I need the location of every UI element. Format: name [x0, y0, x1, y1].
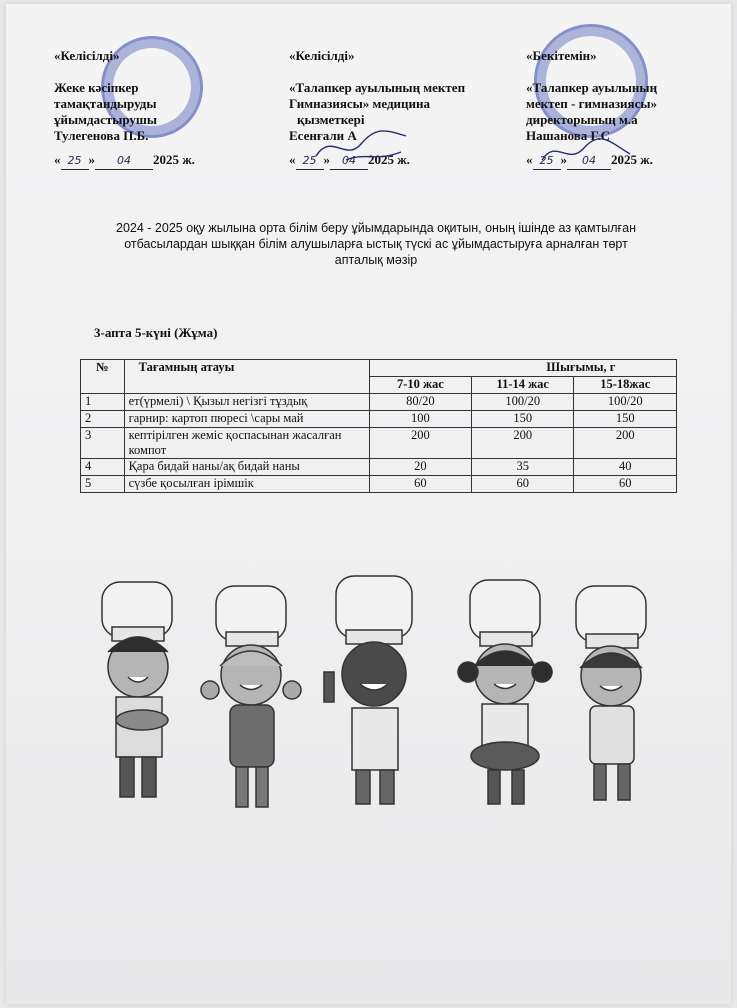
- approval-block-1: [54, 48, 224, 170]
- table-row: [81, 411, 677, 428]
- approval-line: Нашанова Г.С: [526, 128, 610, 143]
- yield-value: 60: [472, 476, 574, 493]
- table-row: [81, 459, 677, 476]
- approval-line: «Талапкер ауылының: [526, 80, 658, 95]
- row-number: 2: [81, 411, 125, 428]
- approval-header: «Келісілді»: [54, 48, 120, 63]
- heading-line: 2024 - 2025 оқу жылына орта білім беру ұйымдарында оқитын, оның ішінде аз қамтылған: [116, 221, 636, 235]
- yield-value: 150: [472, 411, 574, 428]
- approval-date: « 25 » 04 2025 ж.: [526, 152, 726, 170]
- table-row: [81, 476, 677, 493]
- document-page: [6, 4, 731, 1004]
- yield-value: 100: [369, 411, 471, 428]
- signature-3: [536, 132, 636, 172]
- heading-line: апталық мәзір: [334, 253, 418, 267]
- dish-name: кептірілген жеміс қоспасынан жасалған компот: [124, 428, 369, 459]
- approval-line: Гимназиясы» медицина: [289, 96, 431, 111]
- col-number-header: №: [81, 360, 125, 394]
- yield-value: 35: [472, 459, 574, 476]
- yield-value: 80/20: [369, 394, 471, 411]
- approval-line: «Талапкер ауылының мектеп: [289, 80, 466, 95]
- dish-name: ет(үрмелі) \ Қызыл негізгі тұздық: [124, 394, 369, 411]
- approval-line: Тулегенова П.Б.: [54, 128, 149, 143]
- dish-name: Қара бидай наны/ақ бидай наны: [124, 459, 369, 476]
- yield-value: 200: [369, 428, 471, 459]
- yield-value: 40: [574, 459, 677, 476]
- yield-value: 200: [574, 428, 677, 459]
- chef-child-5: [576, 586, 646, 800]
- yield-value: 150: [574, 411, 677, 428]
- document-heading: [76, 220, 676, 268]
- approval-line: мектеп - гимназиясы»: [526, 96, 657, 111]
- yield-value: 60: [369, 476, 471, 493]
- table-row: [81, 394, 677, 411]
- chef-child-1: [102, 582, 172, 797]
- approval-date: « 25 » 04 2025 ж.: [289, 152, 504, 170]
- dish-name: сүзбе қосылған ірімшік: [124, 476, 369, 493]
- col-yield-header: Шығымы, г: [369, 360, 676, 377]
- approval-header: «Келісілді»: [289, 48, 355, 63]
- age-group-header: 11-14 жас: [472, 377, 574, 394]
- approval-header: «Бекітемін»: [526, 48, 597, 63]
- approval-line: директорының м.а: [526, 112, 638, 127]
- approval-line: ұйымдастырушы: [54, 112, 158, 127]
- row-number: 3: [81, 428, 125, 459]
- row-number: 5: [81, 476, 125, 493]
- row-number: 1: [81, 394, 125, 411]
- yield-value: 60: [574, 476, 677, 493]
- approval-line: Есенғали А: [289, 128, 357, 143]
- heading-line: отбасылардан шыққан білім алушыларға ыстық түскі ас ұйымдастыруға арналған төрт: [124, 237, 628, 251]
- signature-2: [306, 122, 416, 172]
- table-header-row: [81, 360, 677, 377]
- week-day-label: 3-апта 5-күні (Жұма): [94, 325, 218, 340]
- age-group-header: 15-18жас: [574, 377, 677, 394]
- age-group-header: 7-10 жас: [369, 377, 471, 394]
- menu-table: [80, 359, 677, 493]
- yield-value: 100/20: [574, 394, 677, 411]
- chef-child-4: [458, 580, 552, 804]
- approval-line: қызметкері: [297, 112, 365, 127]
- row-number: 4: [81, 459, 125, 476]
- dish-name: гарнир: картоп пюресі \сары май: [124, 411, 369, 428]
- yield-value: 20: [369, 459, 471, 476]
- table-row: [81, 428, 677, 459]
- yield-value: 100/20: [472, 394, 574, 411]
- col-name-header: Тағамның атауы: [124, 360, 369, 394]
- approval-line: Жеке кәсіпкер: [54, 80, 139, 95]
- yield-value: 200: [472, 428, 574, 459]
- chef-child-3: [324, 576, 412, 804]
- approval-date: « 25 » 04 2025 ж.: [54, 152, 224, 170]
- chef-children-illustration: [94, 572, 672, 822]
- approval-line: тамақтандыруды: [54, 96, 157, 111]
- chef-child-2: [201, 586, 301, 807]
